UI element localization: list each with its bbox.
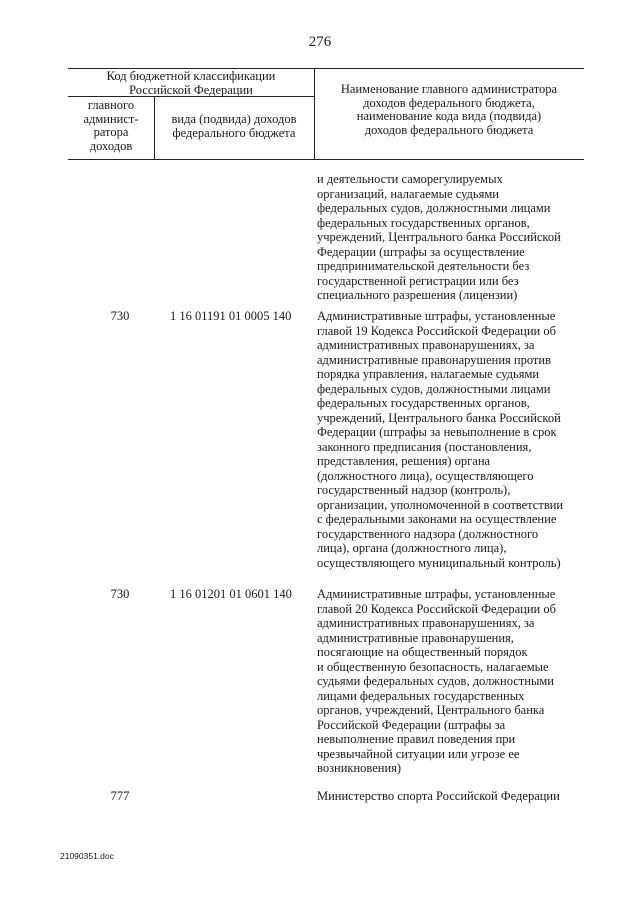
- name-line: административные правонарушения против: [317, 352, 551, 367]
- name-line: федеральных судов, должностными лицами: [317, 381, 551, 396]
- name-line: административных правонарушениях, за: [317, 616, 535, 630]
- name-line: и деятельности саморегулируемых: [317, 172, 503, 186]
- name-line: государственной регистрации или без: [317, 273, 519, 288]
- header-col-admin-line: админист-: [83, 111, 139, 126]
- name-line: административных правонарушениях, за: [317, 338, 535, 352]
- name-line: и общественную безопасность, налагаемые: [317, 659, 549, 674]
- header-group-label-line2: Российской Федерации: [129, 82, 253, 97]
- name-line: Федерации (штрафы за осуществление: [317, 244, 525, 259]
- name-line: органов, учреждений, Центрального банка: [317, 703, 545, 717]
- header-col-name-line: наименование кода вида (подвида): [356, 109, 542, 123]
- name-line: осуществляющего муниципальный контроль): [317, 555, 561, 570]
- name-line: административные правонарушения,: [317, 630, 514, 645]
- name-line: федеральных государственных органов,: [317, 215, 530, 230]
- name-line: главой 19 Кодекса Российской Федерации об: [317, 323, 556, 338]
- row-admin-code: 730: [110, 309, 130, 323]
- name-line: (должностного лица), осуществляющего: [317, 468, 534, 483]
- name-line: организаций, налагаемые судьями: [317, 186, 499, 201]
- header-bottom-rule: [68, 159, 584, 160]
- header-col-name-line: доходов федерального бюджета,: [363, 95, 535, 110]
- name-line: Федерации (штрафы за невыполнение в срок: [317, 425, 557, 439]
- header-col-admin-line: доходов: [89, 138, 133, 153]
- name-line: судьями федеральных судов, должностными: [317, 674, 554, 688]
- table-row-continuation-name: [317, 172, 575, 303]
- name-line: учреждений, Центрального банка Российской: [317, 410, 561, 425]
- name-line: посягающие на общественный порядок: [317, 645, 528, 659]
- name-line: Административные штрафы, установленные: [317, 587, 556, 601]
- header-group-label-line1: Код бюджетной классификации: [106, 69, 276, 83]
- row-admin-code: 777: [110, 789, 130, 803]
- row-income-code: 1 16 01191 01 0005 140: [170, 309, 292, 323]
- header-col-code-line: федерального бюджета: [172, 125, 296, 140]
- header-col-name-line: Наименование главного администратора: [340, 82, 558, 96]
- header-group-label: [68, 70, 314, 97]
- page-number: 276: [308, 34, 332, 50]
- row-admin-name: [317, 789, 575, 804]
- row-income-name: [317, 309, 575, 570]
- name-line: лицами федеральных государственных: [317, 688, 525, 703]
- name-line: лица), органа (должностного лица),: [317, 541, 507, 555]
- header-col-admin: [68, 99, 154, 153]
- name-line: представления, решения) органа: [317, 454, 491, 468]
- name-line: предпринимательской деятельности без: [317, 259, 530, 273]
- name-line: главой 20 Кодекса Российской Федерации об: [317, 601, 556, 616]
- name-line: специального разрешения (лицензии): [317, 288, 518, 302]
- name-line: чрезвычайной ситуации или угрозе ее: [317, 746, 520, 761]
- table-header: [68, 68, 584, 160]
- name-line: федеральных государственных органов,: [317, 396, 530, 410]
- name-line: Министерство спорта Российской Федерации: [317, 789, 560, 803]
- name-line: возникновения): [317, 761, 402, 775]
- row-income-code: 1 16 01201 01 0601 140: [170, 587, 292, 601]
- name-line: Административные штрафы, установленные: [317, 309, 556, 323]
- header-col-name: [314, 83, 584, 137]
- name-line: учреждений, Центрального банка Российской: [317, 230, 561, 244]
- name-line: государственный надзор (контроль),: [317, 483, 511, 497]
- row-admin-code: 730: [110, 587, 130, 601]
- footer-filename: 21090351.doc: [60, 851, 114, 861]
- header-col-admin-line: главного: [87, 98, 135, 112]
- name-line: государственного надзора (должностного: [317, 526, 539, 541]
- header-col-code-line: вида (подвида) доходов: [171, 112, 297, 126]
- name-line: организации, уполномоченной в соответствии: [317, 497, 564, 512]
- name-line: с федеральными законами на осуществление: [317, 512, 557, 526]
- name-line: невыполнение правил поведения при: [317, 732, 516, 746]
- header-col-admin-line: ратора: [93, 125, 129, 139]
- name-line: федеральных судов, должностными лицами: [317, 201, 551, 215]
- header-col-code: [154, 113, 314, 140]
- row-income-name: [317, 587, 575, 776]
- name-line: Российской Федерации (штрафы за: [317, 717, 506, 732]
- header-col-name-line: доходов федерального бюджета: [364, 122, 534, 137]
- name-line: законного предписания (постановления,: [317, 439, 532, 454]
- name-line: порядка управления, налагаемые судьями: [317, 367, 540, 381]
